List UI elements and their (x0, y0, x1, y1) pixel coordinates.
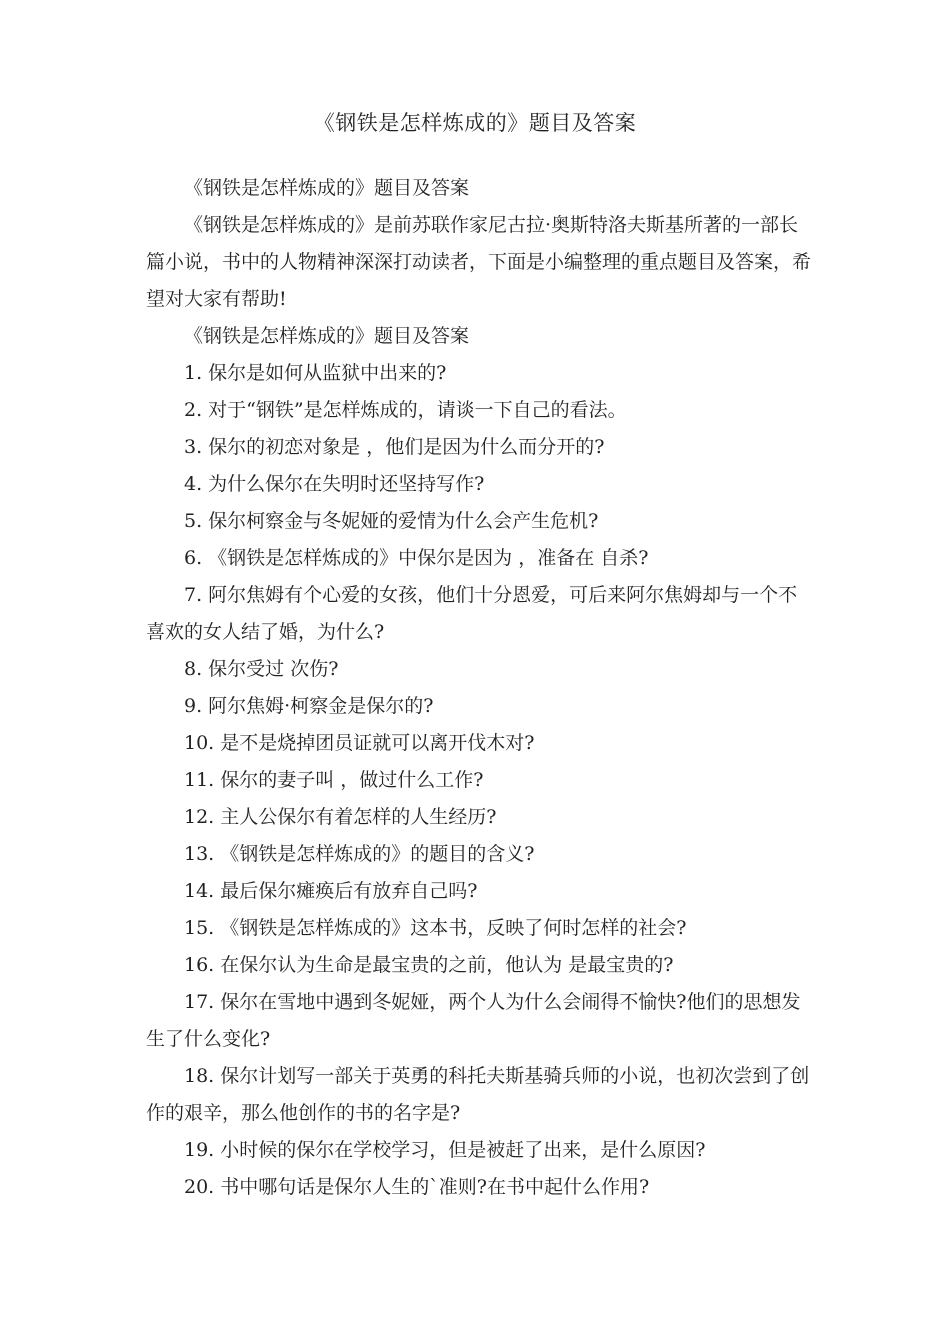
question-20: 20. 书中哪句话是保尔人生的`准则?在书中起什么作用? (184, 1176, 650, 1198)
question-18: 18. 保尔计划写一部关于英勇的科托夫斯基骑兵师的小说，也初次尝到了创作的艰辛，那么他创作的书的名字是? (146, 1065, 810, 1124)
question-8: 8. 保尔受过 次伤? (184, 658, 339, 680)
paragraph-heading-1: 《钢铁是怎样炼成的》题目及答案 (184, 177, 470, 199)
question-13: 13. 《钢铁是怎样炼成的》的题目的含义? (184, 843, 535, 865)
question-2: 2. 对于“钢铁”是怎样炼成的，请谈一下自己的看法。 (184, 399, 627, 421)
document-title: 《钢铁是怎样炼成的》题目及答案 (313, 111, 637, 135)
question-19: 19. 小时候的保尔在学校学习，但是被赶了出来，是什么原因? (184, 1139, 706, 1161)
paragraph-heading-2: 《钢铁是怎样炼成的》题目及答案 (184, 325, 470, 347)
question-7: 7. 阿尔焦姆有个心爱的女孩，他们十分恩爱，可后来阿尔焦姆却与一个不喜欢的女人结了婚，为什么? (146, 584, 798, 643)
question-10: 10. 是不是烧掉团员证就可以离开伐木对? (184, 732, 535, 754)
question-4: 4. 为什么保尔在失明时还坚持写作? (184, 473, 485, 495)
question-17: 17. 保尔在雪地中遇到冬妮娅，两个人为什么会闹得不愉快?他们的思想发生了什么变化? (146, 991, 801, 1050)
question-15: 15. 《钢铁是怎样炼成的》这本书，反映了何时怎样的社会? (184, 917, 687, 939)
question-3: 3. 保尔的初恋对象是 ，他们是因为什么而分开的? (184, 436, 605, 458)
question-6: 6. 《钢铁是怎样炼成的》中保尔是因为 ，准备在 自杀? (184, 547, 649, 569)
question-14: 14. 最后保尔瘫痪后有放弃自己吗? (184, 880, 478, 902)
question-9: 9. 阿尔焦姆·柯察金是保尔的? (184, 695, 434, 717)
question-12: 12. 主人公保尔有着怎样的人生经历? (184, 806, 497, 828)
question-5: 5. 保尔柯察金与冬妮娅的爱情为什么会产生危机? (184, 510, 599, 532)
question-16: 16. 在保尔认为生命是最宝贵的之前，他认为 是最宝贵的? (184, 954, 674, 976)
document-body (146, 170, 811, 1206)
paragraph-intro: 《钢铁是怎样炼成的》是前苏联作家尼古拉·奥斯特洛夫斯基所著的一部长篇小说，书中的人物精神深深打动读者，下面是小编整理的重点题目及答案，希望对大家有帮助! (146, 214, 812, 310)
question-1: 1. 保尔是如何从监狱中出来的? (184, 362, 447, 384)
question-11: 11. 保尔的妻子叫 ，做过什么工作? (184, 769, 484, 791)
